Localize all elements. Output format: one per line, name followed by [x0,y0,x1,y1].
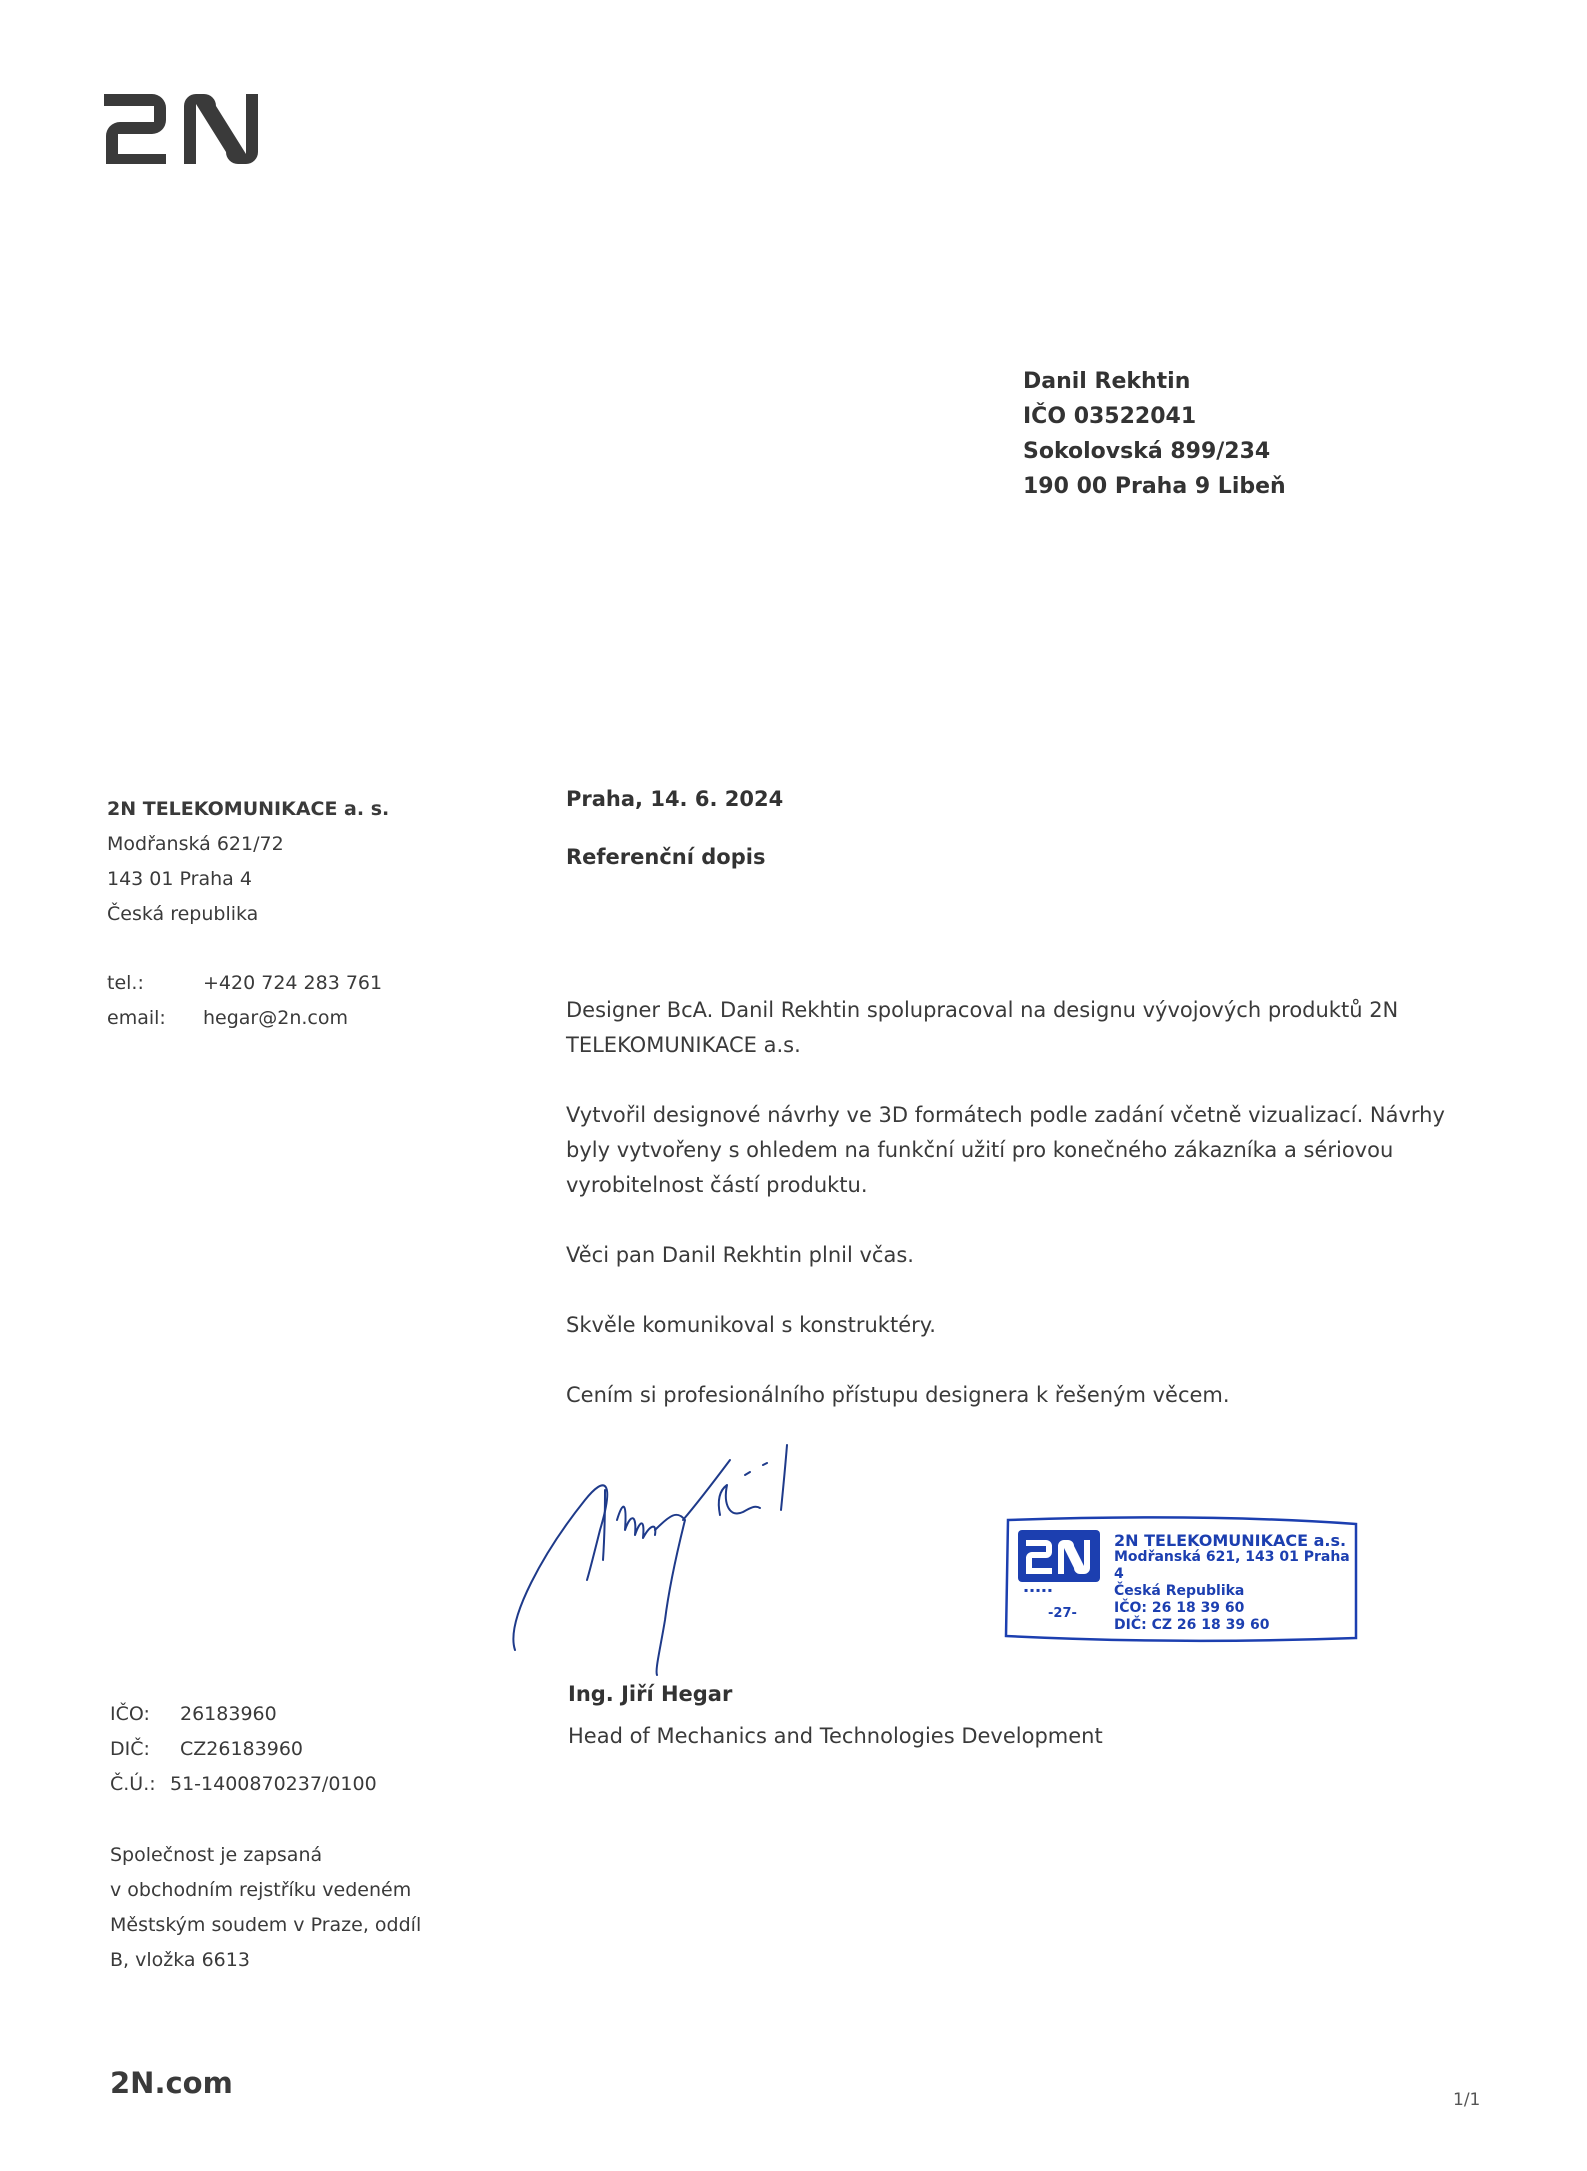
recipient-ico: IČO 03522041 [1023,404,1197,429]
recipient-name: Danil Rekhtin [1023,369,1191,394]
dic-label: DIČ: [110,1738,150,1760]
stamp-ico: IČO: 26 18 39 60 [1114,1600,1245,1616]
signer-name: Ing. Jiří Hegar [568,1682,733,1706]
handwritten-signature [505,1420,905,1680]
recipient-city: 190 00 Praha 9 Libeň [1023,474,1286,499]
ico-label: IČO: [110,1703,150,1725]
paragraph-2: Vytvořil designové návrhy ve 3D formátech podle zadání včetně vizualizací. Návrhy byly vytvořeny s ohledem na funkční užití pro konečného zákazníka a sériovou vyrobitelnost částí produktu. [566,1103,1445,1197]
company-logo [100,84,278,170]
email-value: hegar@2n.com [203,1007,348,1029]
stamp-text [1114,1532,1360,1634]
sender-city: 143 01 Praha 4 [107,868,252,890]
stamp-fine-print-icon: ▪ ▪ ▪ ▪ ▪ [1024,1587,1052,1594]
letter-meta [566,787,783,869]
signer-role: Head of Mechanics and Technologies Development [568,1724,1103,1748]
registry-line-3: Městským soudem v Praze, oddíl [110,1914,422,1936]
footer-url: 2N.com [110,2066,233,2100]
recipient-street: Sokolovská 899/234 [1023,439,1271,464]
stamp-dic: DIČ: CZ 26 18 39 60 [1114,1617,1270,1633]
sender-country: Česká republika [107,903,259,925]
paragraph-3: Věci pan Danil Rekhtin plnil včas. [566,1243,914,1267]
letter-body [566,993,1446,1448]
signer-block [568,1682,1103,1748]
page-number: 1/1 [1453,2090,1481,2110]
sender-company: 2N TELEKOMUNIKACE a. s. [107,798,390,820]
ico-value: 26183960 [180,1703,277,1725]
registry-line-2: v obchodním rejstříku vedeném [110,1879,412,1901]
letter-date: Praha, 14. 6. 2024 [566,787,784,811]
dic-value: CZ26183960 [180,1738,303,1760]
paragraph-4: Skvěle komunikoval s konstruktéry. [566,1313,936,1337]
sender-street: Modřanská 621/72 [107,833,284,855]
paragraph-5: Cením si profesionálního přístupu designera k řešeným věcem. [566,1383,1230,1407]
sender-address [107,792,389,932]
tel-label: tel.: [107,972,144,994]
stamp-country: Česká Republika [1114,1583,1245,1599]
company-ids [110,1697,377,1802]
recipient-address [1023,364,1286,504]
registry-line-1: Společnost je zapsaná [110,1844,323,1866]
paragraph-1: Designer BcA. Danil Rekhtin spolupracoval na designu vývojových produktů 2N TELEKOMUNIKACE a.s. [566,998,1399,1057]
registry-note [110,1838,421,1978]
company-stamp [1004,1512,1360,1646]
letter-subject: Referenční dopis [566,845,766,869]
sender-contact [107,966,382,1036]
stamp-company: 2N TELEKOMUNIKACE a.s. [1114,1531,1347,1550]
stamp-address: Modřanská 621, 143 01 Praha 4 [1114,1549,1350,1582]
cu-label: Č.Ú.: [110,1773,156,1795]
stamp-number: -27- [1048,1606,1077,1621]
cu-value: 51-1400870237/0100 [170,1773,377,1795]
email-label: email: [107,1007,166,1029]
registry-line-4: B, vložka 6613 [110,1949,250,1971]
tel-value: +420 724 283 761 [203,972,383,994]
